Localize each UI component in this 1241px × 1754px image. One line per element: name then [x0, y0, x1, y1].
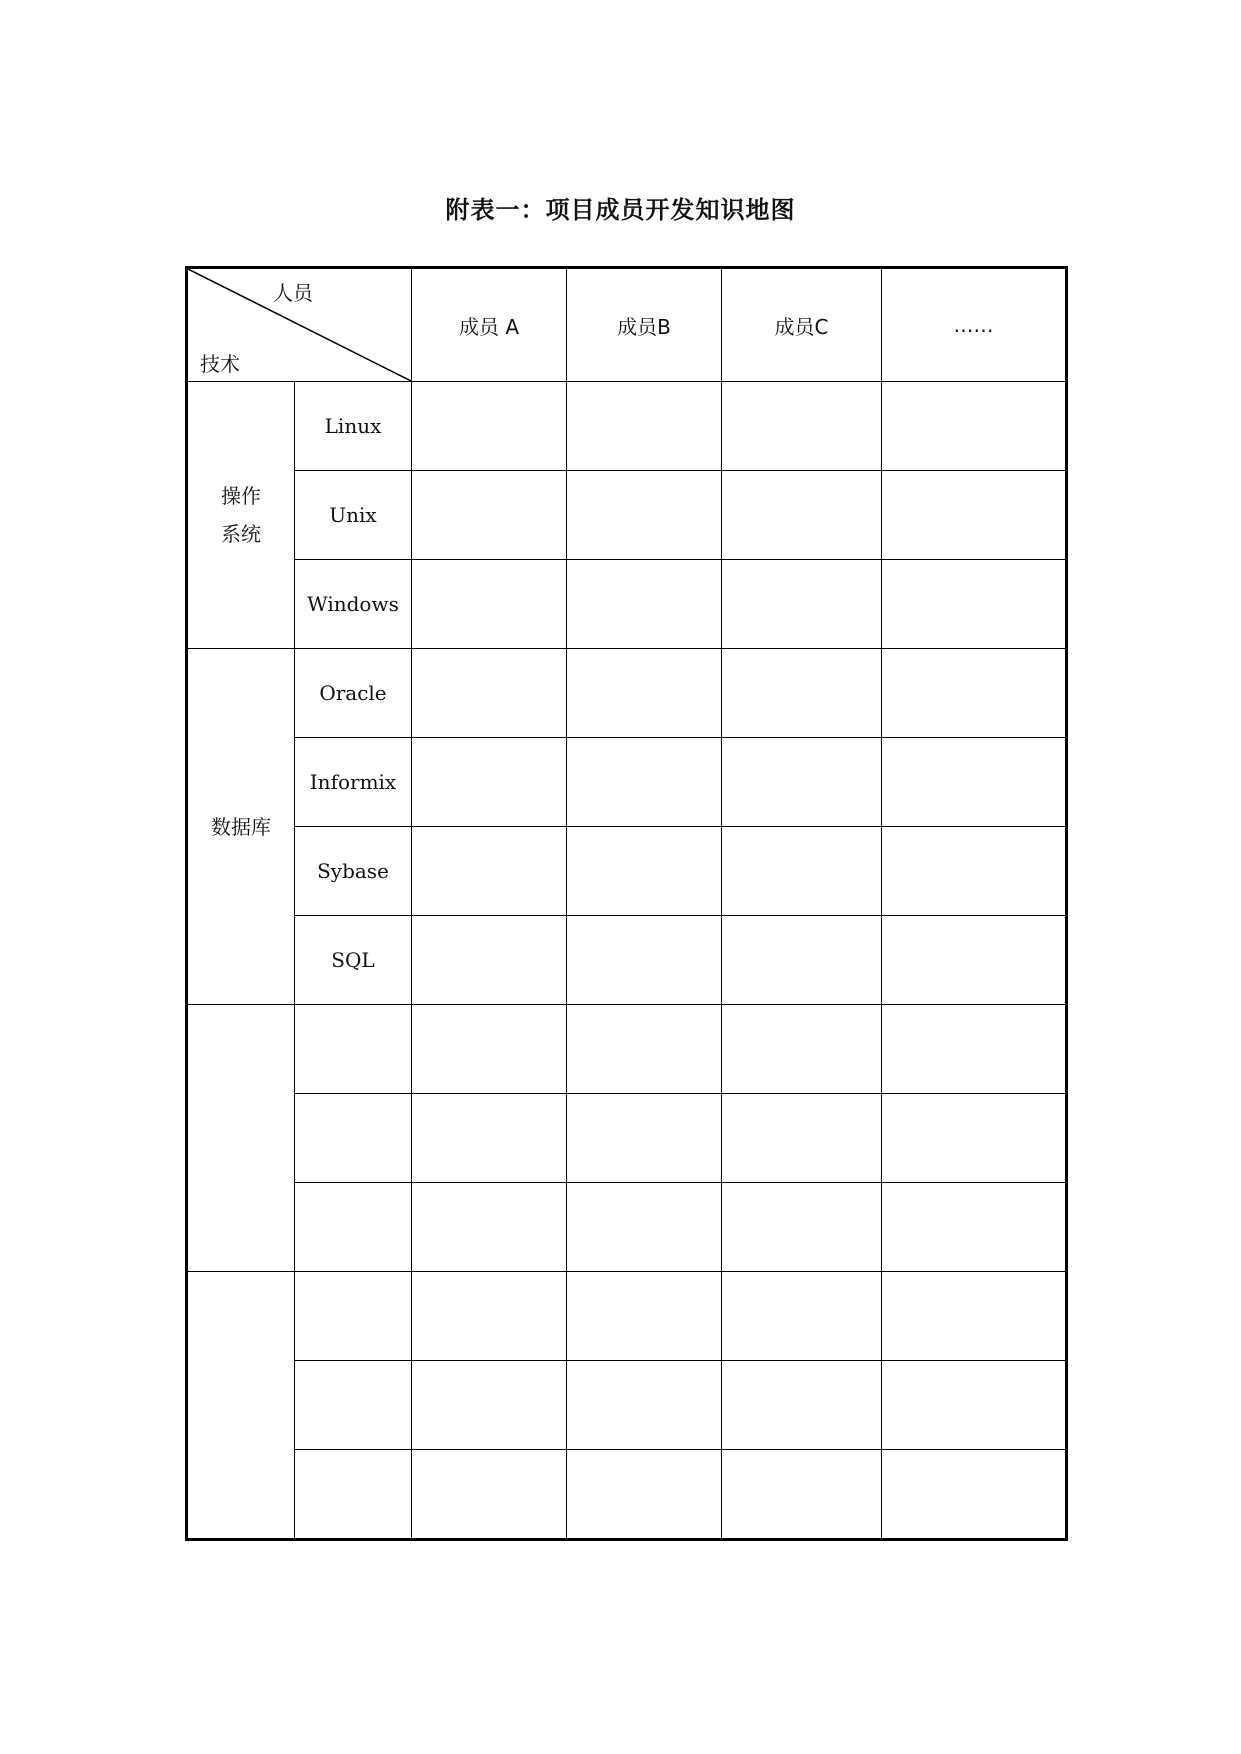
skill-cell	[882, 471, 1067, 560]
skill-cell	[412, 1272, 567, 1361]
skill-cell	[412, 471, 567, 560]
tech-cell: Informix	[295, 738, 412, 827]
skill-cell	[567, 1094, 722, 1183]
skill-cell	[722, 1272, 882, 1361]
tech-cell	[295, 1361, 412, 1450]
skill-cell	[412, 827, 567, 916]
knowledge-map-table	[185, 266, 1068, 1541]
skill-cell	[412, 1450, 567, 1540]
tech-cell: Oracle	[295, 649, 412, 738]
skill-cell	[412, 1005, 567, 1094]
member-header: 成员C	[722, 268, 882, 382]
skill-cell	[722, 1094, 882, 1183]
skill-cell	[722, 1450, 882, 1540]
corner-label-technology: 技术	[200, 352, 240, 376]
category-label: 系统	[221, 522, 261, 546]
skill-cell	[722, 1361, 882, 1450]
skill-cell	[722, 382, 882, 471]
skill-cell	[567, 382, 722, 471]
tech-cell	[295, 1450, 412, 1540]
skill-cell	[412, 916, 567, 1005]
skill-cell	[412, 1183, 567, 1272]
skill-cell	[567, 649, 722, 738]
member-header: 成员B	[567, 268, 722, 382]
skill-cell	[882, 916, 1067, 1005]
table-row	[187, 382, 1067, 471]
table-row	[187, 916, 1067, 1005]
member-header: ……	[882, 268, 1067, 382]
skill-cell	[412, 1361, 567, 1450]
skill-cell	[412, 382, 567, 471]
skill-cell	[567, 471, 722, 560]
skill-cell	[882, 827, 1067, 916]
table-row	[187, 1361, 1067, 1450]
skill-cell	[882, 1005, 1067, 1094]
category-label: 数据库	[211, 814, 271, 839]
table-row	[187, 1005, 1067, 1094]
table-row	[187, 649, 1067, 738]
tech-cell: Linux	[295, 382, 412, 471]
skill-cell	[567, 1183, 722, 1272]
skill-cell	[567, 1272, 722, 1361]
header-row	[187, 268, 1067, 382]
skill-cell	[882, 1361, 1067, 1450]
skill-cell	[567, 560, 722, 649]
skill-cell	[882, 1272, 1067, 1361]
skill-cell	[567, 1005, 722, 1094]
skill-cell	[567, 827, 722, 916]
table-row	[187, 471, 1067, 560]
skill-cell	[882, 560, 1067, 649]
tech-cell: Windows	[295, 560, 412, 649]
category-cell	[187, 649, 295, 1005]
tech-cell: Sybase	[295, 827, 412, 916]
skill-cell	[882, 649, 1067, 738]
page-title: 附表一：项目成员开发知识地图	[445, 196, 796, 224]
tech-cell	[295, 1183, 412, 1272]
skill-cell	[722, 560, 882, 649]
skill-cell	[412, 560, 567, 649]
skill-cell	[882, 1094, 1067, 1183]
category-cell	[187, 382, 295, 649]
skill-cell	[722, 471, 882, 560]
tech-cell: Unix	[295, 471, 412, 560]
skill-cell	[567, 916, 722, 1005]
skill-cell	[722, 916, 882, 1005]
skill-cell	[722, 1183, 882, 1272]
tech-cell: SQL	[295, 916, 412, 1005]
skill-cell	[412, 738, 567, 827]
category-label: 操作	[221, 484, 261, 508]
category-cell	[187, 1272, 295, 1540]
skill-cell	[882, 738, 1067, 827]
table-row	[187, 827, 1067, 916]
corner-header-cell	[187, 268, 412, 382]
table-row	[187, 1183, 1067, 1272]
skill-cell	[722, 827, 882, 916]
skill-cell	[567, 1450, 722, 1540]
skill-cell	[722, 1005, 882, 1094]
table-row	[187, 1272, 1067, 1361]
table-row	[187, 1450, 1067, 1540]
skill-cell	[567, 1361, 722, 1450]
skill-cell	[567, 738, 722, 827]
skill-cell	[882, 382, 1067, 471]
tech-cell	[295, 1094, 412, 1183]
member-header: 成员 A	[412, 268, 567, 382]
tech-cell	[295, 1272, 412, 1361]
skill-cell	[412, 1094, 567, 1183]
skill-cell	[412, 649, 567, 738]
table-row	[187, 738, 1067, 827]
tech-cell	[295, 1005, 412, 1094]
skill-cell	[722, 649, 882, 738]
skill-cell	[882, 1183, 1067, 1272]
table-row	[187, 1094, 1067, 1183]
skill-cell	[722, 738, 882, 827]
corner-label-personnel: 人员	[273, 281, 313, 305]
skill-cell	[882, 1450, 1067, 1540]
table-row	[187, 560, 1067, 649]
category-cell	[187, 1005, 295, 1272]
